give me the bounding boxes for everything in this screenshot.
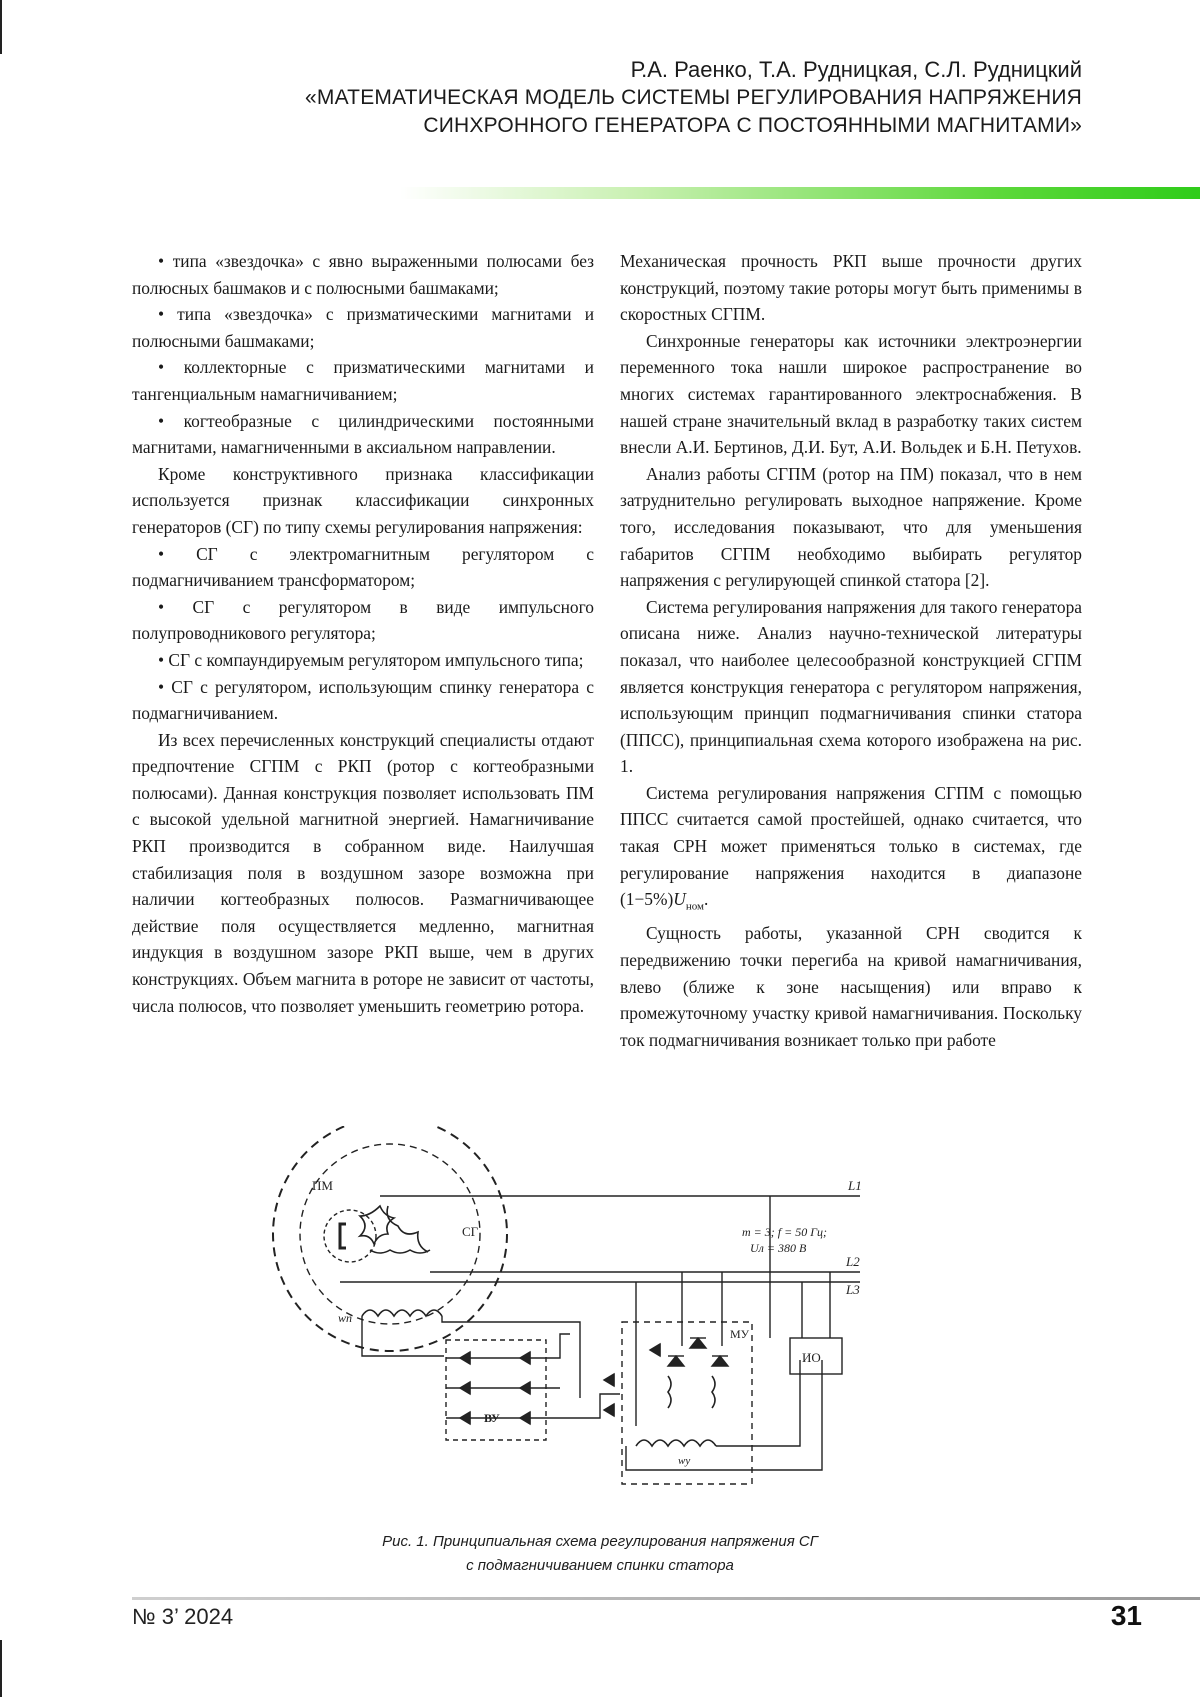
header-authors: Р.А. Раенко, Т.А. Рудницкая, С.Л. Рудницкий bbox=[630, 57, 1082, 82]
header-accent-bar bbox=[400, 187, 1200, 199]
paragraph-end: . bbox=[703, 889, 709, 910]
param-line-1: m = 3; f = 50 Гц; bbox=[742, 1225, 828, 1239]
paragraph: • когтеобразные с цилиндрическими постоянными магнитами, намагниченными в аксиальном направлении. bbox=[132, 410, 594, 458]
rotor-magnet-icon bbox=[340, 1224, 346, 1248]
wire bbox=[446, 1334, 570, 1358]
stator-winding-2 bbox=[387, 1206, 428, 1252]
label-wp: wп bbox=[338, 1311, 353, 1325]
issue-number: № 3’ 2024 bbox=[132, 1604, 234, 1629]
page-header bbox=[305, 56, 1082, 140]
amplifier-coil-2 bbox=[712, 1376, 715, 1408]
circuit-diagram bbox=[270, 1126, 930, 1486]
stator-winding-3 bbox=[370, 1250, 430, 1253]
label-wy: wу bbox=[678, 1455, 691, 1467]
wire bbox=[446, 1394, 620, 1418]
wire bbox=[716, 1360, 800, 1446]
paragraph: • типа «звездочка» с призматическими магнитами и полюсными башмаками; bbox=[132, 304, 594, 351]
voltage-subscript: ном bbox=[685, 900, 704, 913]
paragraph: • коллекторные с призматическими магнитами и тангенциальным намагничиванием; bbox=[132, 357, 594, 404]
label-io: ИО bbox=[802, 1350, 821, 1365]
paragraph: • СГ с регулятором, использующим спинку генератора с подмагничиванием. bbox=[132, 676, 594, 724]
figure-caption bbox=[0, 1530, 1200, 1578]
header-title-line-1: «МАТЕМАТИЧЕСКАЯ МОДЕЛЬ СИСТЕМЫ РЕГУЛИРОВАНИЯ НАПРЯЖЕНИЯ bbox=[305, 86, 1082, 109]
label-l2: L2 bbox=[846, 1254, 860, 1269]
paragraph: • типа «звездочка» с явно выраженными полюсами без полюсных башмаков и с полюсными башмаками; bbox=[132, 251, 594, 298]
header-title-line-2: СИНХРОННОГО ГЕНЕРАТОРА С ПОСТОЯННЫМИ МАГНИТАМИ» bbox=[423, 114, 1082, 137]
paragraph-text: Система регулирования напряжения СГПМ с помощью ППСС считается самой простейшей, однако считается, что такая СРН может применяться только в системах, где регулирование напряжения находится в диапазоне (1−5%) bbox=[620, 782, 1082, 910]
paragraph: Из всех перечисленных конструкций специалисты отдают предпочтение СГПМ с РКП (ротор с когтеобразными полюсами). Данная конструкция позволяет использовать ПМ с высокой удельной магнитной энергией. Намагничивание РКП производится в собранном виде. Наилучшая стабилизация поля в воздушном зазоре возможна при наличии когтеобразных полюсов. Размагничивающее действие поля осуществляется медленно, магнитная индукция в воздушном зазоре РКП выше, чем в других конструкциях. Объем магнита в роторе не зависит от частоты, числа полюсов, что позволяет уменьшить геометрию ротора. bbox=[132, 729, 594, 1016]
control-winding bbox=[636, 1440, 716, 1446]
label-sg: СГ bbox=[462, 1224, 479, 1239]
paragraph: • СГ с регулятором в виде импульсного полупроводникового регулятора; bbox=[132, 596, 594, 644]
label-pm: ПМ bbox=[312, 1178, 333, 1193]
right-column bbox=[620, 248, 1082, 1053]
param-line-2: Uл = 380 В bbox=[750, 1241, 807, 1255]
paragraph: Система регулирования напряжения для такого генератора описана ниже. Анализ научно-технической литературы показал, что наиболее целесообразной конструкцией СГПМ является конструкция генератора с регулятором напряжения, использующим принцип подмагничивания спинки статора (ППСС), принципиальная схема которого изображена на рис. 1. bbox=[620, 596, 1082, 777]
amplifier-coil bbox=[668, 1376, 671, 1408]
label-vu: ВУ bbox=[484, 1411, 500, 1425]
wire bbox=[626, 1360, 822, 1470]
label-mu: МУ bbox=[730, 1327, 750, 1341]
caption-line-2: с подмагничиванием спинки статора bbox=[466, 1557, 734, 1574]
paragraph: Механическая прочность РКП выше прочности других конструкций, поэтому такие роторы могут быть применимы в скоростных СГПМ. bbox=[620, 251, 1082, 325]
stator-inner-outline bbox=[300, 1144, 480, 1324]
paragraph bbox=[620, 780, 1082, 920]
page-number: 31 bbox=[1110, 1600, 1142, 1631]
rectifier-block-outline bbox=[446, 1340, 546, 1440]
paragraph: Сущность работы, указанной СРН сводится к передвижению точки перегиба на кривой намагничивания, влево (ближе к зоне насыщения) или вправо к промежуточному участку кривой намагничивания. Поскольку ток подмагничивания возникает только при работе bbox=[620, 923, 1082, 1050]
crop-mark-top bbox=[0, 0, 2, 54]
label-l3: L3 bbox=[846, 1282, 860, 1297]
paragraph: Синхронные генераторы как источники электроэнергии переменного тока нашли широкое распространение во многих системах гарантированного электроснабжения. В нашей стране значительный вклад в разработку таких систем внесли А.И. Бертинов, Д.И. Бут, А.И. Вольдек и Б.Н. Петухов. bbox=[620, 330, 1082, 458]
paragraph: • СГ с компаундируемым регулятором импульсного типа; bbox=[158, 649, 584, 670]
left-column bbox=[132, 248, 594, 1019]
voltage-symbol: U bbox=[673, 889, 686, 910]
paragraph: Кроме конструктивного признака классификации используется признак классификации синхронных генераторов (СГ) по типу схемы регулирования напряжения: bbox=[132, 463, 594, 537]
caption-line-1: Рис. 1. Принципиальная схема регулирования напряжения СГ bbox=[382, 1533, 818, 1550]
paragraph: • СГ с электромагнитным регулятором с подмагничиванием трансформатором; bbox=[132, 543, 594, 591]
crop-mark-bottom bbox=[0, 1640, 2, 1697]
label-l1: L1 bbox=[848, 1178, 862, 1193]
footer-rule bbox=[132, 1597, 1200, 1600]
stator-winding bbox=[360, 1206, 394, 1244]
paragraph: Анализ работы СГПМ (ротор на ПМ) показал, что в нем затруднительно регулировать выходное напряжение. Кроме того, исследования показывают, что для уменьшения габаритов СГПМ необходимо выбирать регулятор напряжения с регулирующей спинкой статора [2]. bbox=[620, 463, 1082, 591]
